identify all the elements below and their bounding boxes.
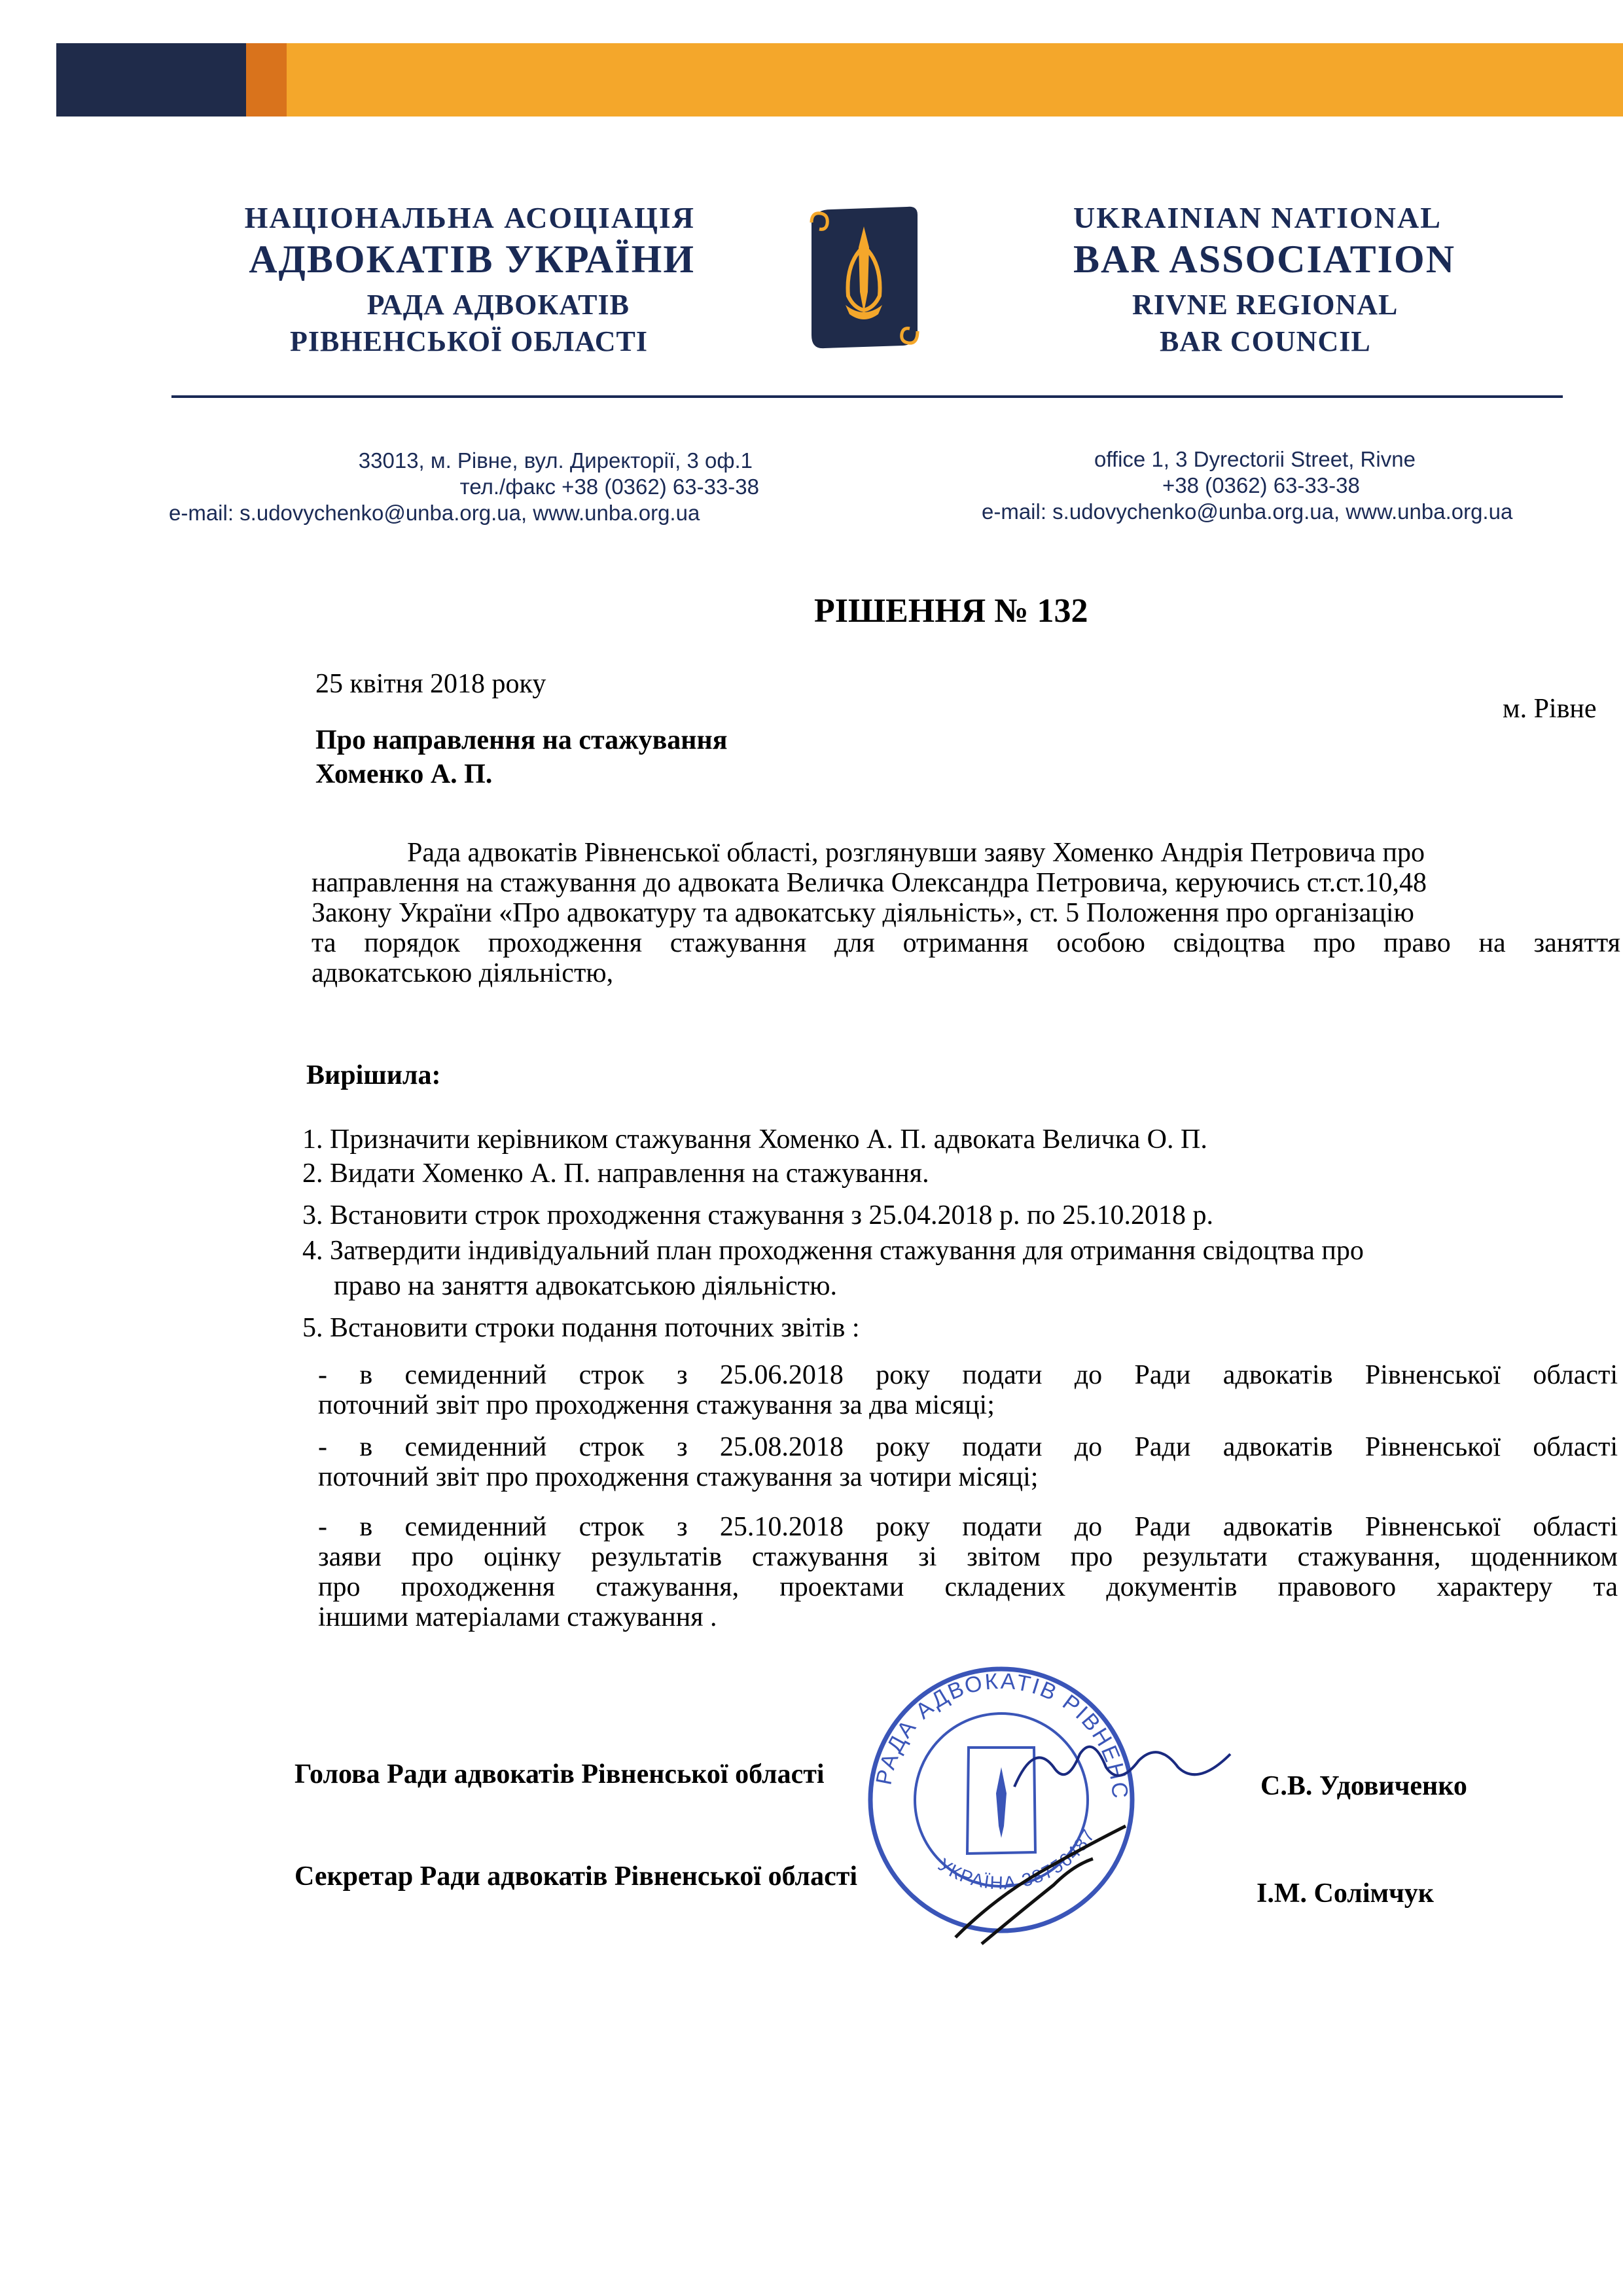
decision-item-2: 2. Видати Хоменко А. П. направлення на стажування. <box>302 1158 929 1189</box>
subject-line1: Про направлення на стажування <box>315 725 728 755</box>
head-name: С.В. Удовиченко <box>1260 1771 1467 1801</box>
preamble-line1: Рада адвокатів Рівненської області, розглянувши заяву Хоменко Андрія Петровича про <box>407 838 1425 868</box>
preamble-line3: Закону України «Про адвокатуру та адвокатську діяльність», ст. 5 Положення про організацію <box>312 898 1414 928</box>
subject-line2: Хоменко А. П. <box>315 759 493 789</box>
preamble-line4: та порядок проходження стажування для отримання особою свідоцтва про право на заняття <box>312 928 1620 958</box>
letterhead-en-line1: UKRAINIAN NATIONAL <box>1073 201 1442 234</box>
header-band-orange <box>287 43 1623 117</box>
secretary-name: І.М. Солімчук <box>1257 1878 1434 1909</box>
decision-item-1: 1. Призначити керівником стажування Хоменко А. П. адвоката Величка О. П. <box>302 1124 1207 1155</box>
address-ua-email: e-mail: s.udovychenko@unba.org.ua, www.unba.org.ua <box>169 501 700 525</box>
decision-item-4: 4. Затвердити індивідуальний план проходження стажування для отримання свідоцтва про <box>302 1236 1364 1266</box>
report-line-2: - в семиденний строк з 25.08.2018 року подати до Ради адвокатів Рівненської області <box>318 1432 1618 1462</box>
head-signature <box>1008 1728 1243 1806</box>
svg-text:УКРАЇНА 38756487: УКРАЇНА 38756487 <box>935 1825 1099 1893</box>
preamble-line2: направлення на стажування до адвоката Величка Олександра Петровича, керуючись ст.ст.10,48 <box>312 868 1427 898</box>
address-en-line1: office 1, 3 Dyrectorii Street, Rivne <box>1094 447 1416 471</box>
report-line-2-cont: поточний звіт про проходження стажування за чотири місяці; <box>318 1462 1039 1492</box>
address-ua-line1: 33013, м. Рівне, вул. Директорії, 3 оф.1 <box>358 448 753 473</box>
secretary-position: Секретар Ради адвокатів Рівненської області <box>294 1861 858 1892</box>
report-line-3-cont1: заяви про оцінку результатів стажування зі звітом про результати стажування, щоденником <box>318 1542 1618 1572</box>
letterhead-en-line2: BAR ASSOCIATION <box>1073 238 1456 281</box>
document-date: 25 квітня 2018 року <box>315 669 546 699</box>
head-position: Голова Ради адвокатів Рівненської області <box>294 1759 825 1789</box>
document-city: м. Рівне <box>1503 694 1597 724</box>
report-line-3-cont3: іншими матеріалами стажування . <box>318 1602 717 1632</box>
decided-label: Вирішила: <box>306 1060 441 1090</box>
letterhead-ua-line4: РІВНЕНСЬКОЇ ОБЛАСТІ <box>290 325 648 357</box>
report-line-1-cont: поточний звіт про проходження стажування за два місяці; <box>318 1390 995 1420</box>
letterhead-ua-line3: РАДА АДВОКАТІВ <box>366 289 630 321</box>
letterhead-divider <box>171 395 1563 398</box>
header-band-navy <box>56 43 246 117</box>
decision-item-4-cont: право на заняття адвокатською діяльністю. <box>334 1271 837 1301</box>
secretary-signature <box>942 1813 1139 1950</box>
document-title: РІШЕННЯ № 132 <box>814 592 1088 630</box>
report-line-3-cont2: про проходження стажування, проектами складених документів правового характеру та <box>318 1572 1618 1602</box>
decision-item-3: 3. Встановити строк проходження стажування з 25.04.2018 р. по 25.10.2018 р. <box>302 1200 1213 1230</box>
address-ua-line2: тел./факс +38 (0362) 63-33-38 <box>459 475 759 499</box>
letterhead-en-line4: BAR COUNCIL <box>1160 325 1371 357</box>
report-line-3: - в семиденний строк з 25.10.2018 року подати до Ради адвокатів Рівненської області <box>318 1512 1618 1542</box>
letterhead-en-line3: RIVNE REGIONAL <box>1132 289 1399 321</box>
report-line-1: - в семиденний строк з 25.06.2018 року подати до Ради адвокатів Рівненської області <box>318 1360 1618 1390</box>
address-en-email: e-mail: s.udovychenko@unba.org.ua, www.unba.org.ua <box>982 499 1513 524</box>
decision-item-5: 5. Встановити строки подання поточних звітів : <box>302 1313 860 1343</box>
header-band-accent <box>246 43 287 117</box>
letterhead-ua-line2: АДВОКАТІВ УКРАЇНИ <box>249 238 695 281</box>
preamble-line5: адвокатською діяльністю, <box>312 958 614 988</box>
address-en-line2: +38 (0362) 63-33-38 <box>1162 473 1360 497</box>
association-logo <box>805 200 923 357</box>
letterhead-ua-line1: НАЦІОНАЛЬНА АСОЦІАЦІЯ <box>244 201 695 234</box>
svg-text:РАДА АДВОКАТІВ РІВНЕНСЬКОЇ ОБЛ: РАДА АДВОКАТІВ РІВНЕНС <box>871 1668 1133 1801</box>
